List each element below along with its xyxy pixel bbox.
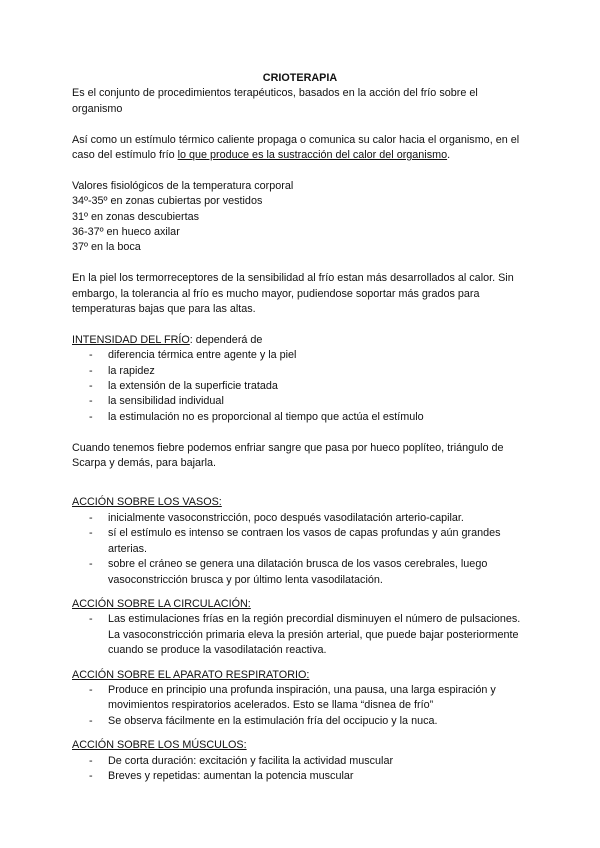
intensity-heading (72, 333, 528, 348)
fever-paragraph: Cuando tenemos fiebre podemos enfriar sangre que pasa por hueco poplíteo, triángulo de Scarpa y demás, para bajarla. (72, 441, 504, 470)
respiratorio-list (72, 683, 528, 729)
list-item: - sí el estímulo es intenso se contraen los vasos de capas profundas y aún grandes arterias. (72, 526, 528, 557)
list-item: - Produce en principio una profunda inspiración, una pausa, una larga espiración y movimientos respiratorios acelerados. Esto se llama “disnea de frío” (72, 683, 528, 714)
intensity-list (72, 348, 528, 425)
respiratorio-heading: ACCIÓN SOBRE EL APARATO RESPIRATORIO: (72, 668, 310, 681)
intensity-suffix: : dependerá de (189, 333, 263, 346)
musculos-list (72, 754, 528, 785)
intensity-label: INTENSIDAD DEL FRÍO (72, 333, 190, 346)
intro-paragraph: Es el conjunto de procedimientos terapéuticos, basados en la acción del frío sobre el organismo (72, 87, 478, 115)
stimulus-end: . (447, 149, 451, 162)
list-item: - Se observa fácilmente en la estimulación fría del occipucio y la nuca. (72, 714, 528, 729)
list-item: - Breves y repetidas: aumentan la potencia muscular (72, 769, 528, 784)
musculos-heading: ACCIÓN SOBRE LOS MÚSCULOS: (72, 739, 247, 752)
document-page (72, 71, 528, 784)
list-item: - diferencia térmica entre agente y la piel (72, 348, 528, 363)
list-item: - la extensión de la superficie tratada (72, 379, 528, 394)
value-line: 31º en zonas descubiertas (72, 210, 199, 223)
values-heading: Valores fisiológicos de la temperatura corporal (72, 179, 294, 192)
value-line: 34º-35º en zonas cubiertas por vestidos (72, 195, 263, 208)
stimulus-paragraph (72, 133, 528, 164)
stimulus-text: Así como un estímulo térmico caliente propaga o comunica su calor hacia el organismo, en el caso del estímulo frío (72, 133, 520, 162)
list-item: - la rapidez (72, 364, 528, 379)
receptors-paragraph: En la piel los termorreceptores de la sensibilidad al frío estan más desarrollados al calor. Sin embargo, la tolerancia al frío es mucho mayor, pudiendose soportar más grados para temperaturas bajas que para las altas. (72, 272, 514, 316)
circulacion-heading: ACCIÓN SOBRE LA CIRCULACIÓN: (72, 597, 251, 610)
list-item: - De corta duración: excitación y facilita la actividad muscular (72, 754, 528, 769)
value-line: 37º en la boca (72, 241, 141, 254)
vasos-heading: ACCIÓN SOBRE LOS VASOS: (72, 496, 222, 509)
list-item: - Las estimulaciones frías en la región precordial disminuyen el número de pulsaciones. La vasoconstricción primaria eleva la presión arterial, que puede bajar posteriormente cuando se produce la vasodilatación reactiva. (72, 612, 528, 658)
value-line: 36-37º en hueco axilar (72, 226, 180, 239)
circulacion-list (72, 612, 528, 658)
list-item: - la estimulación no es proporcional al tiempo que actúa el estímulo (72, 410, 528, 425)
list-item: - sobre el cráneo se genera una dilatación brusca de los vasos cerebrales, luego vasoconstricción brusca y por último lenta vasodilatación. (72, 557, 528, 588)
page-title: CRIOTERAPIA (262, 72, 338, 84)
list-item: - inicialmente vasoconstricción, poco después vasodilatación arterio-capilar. (72, 511, 528, 526)
vasos-list (72, 511, 528, 588)
stimulus-underlined-text: lo que produce es la sustracción del calor del organismo (177, 149, 448, 162)
list-item: - la sensibilidad individual (72, 394, 528, 409)
